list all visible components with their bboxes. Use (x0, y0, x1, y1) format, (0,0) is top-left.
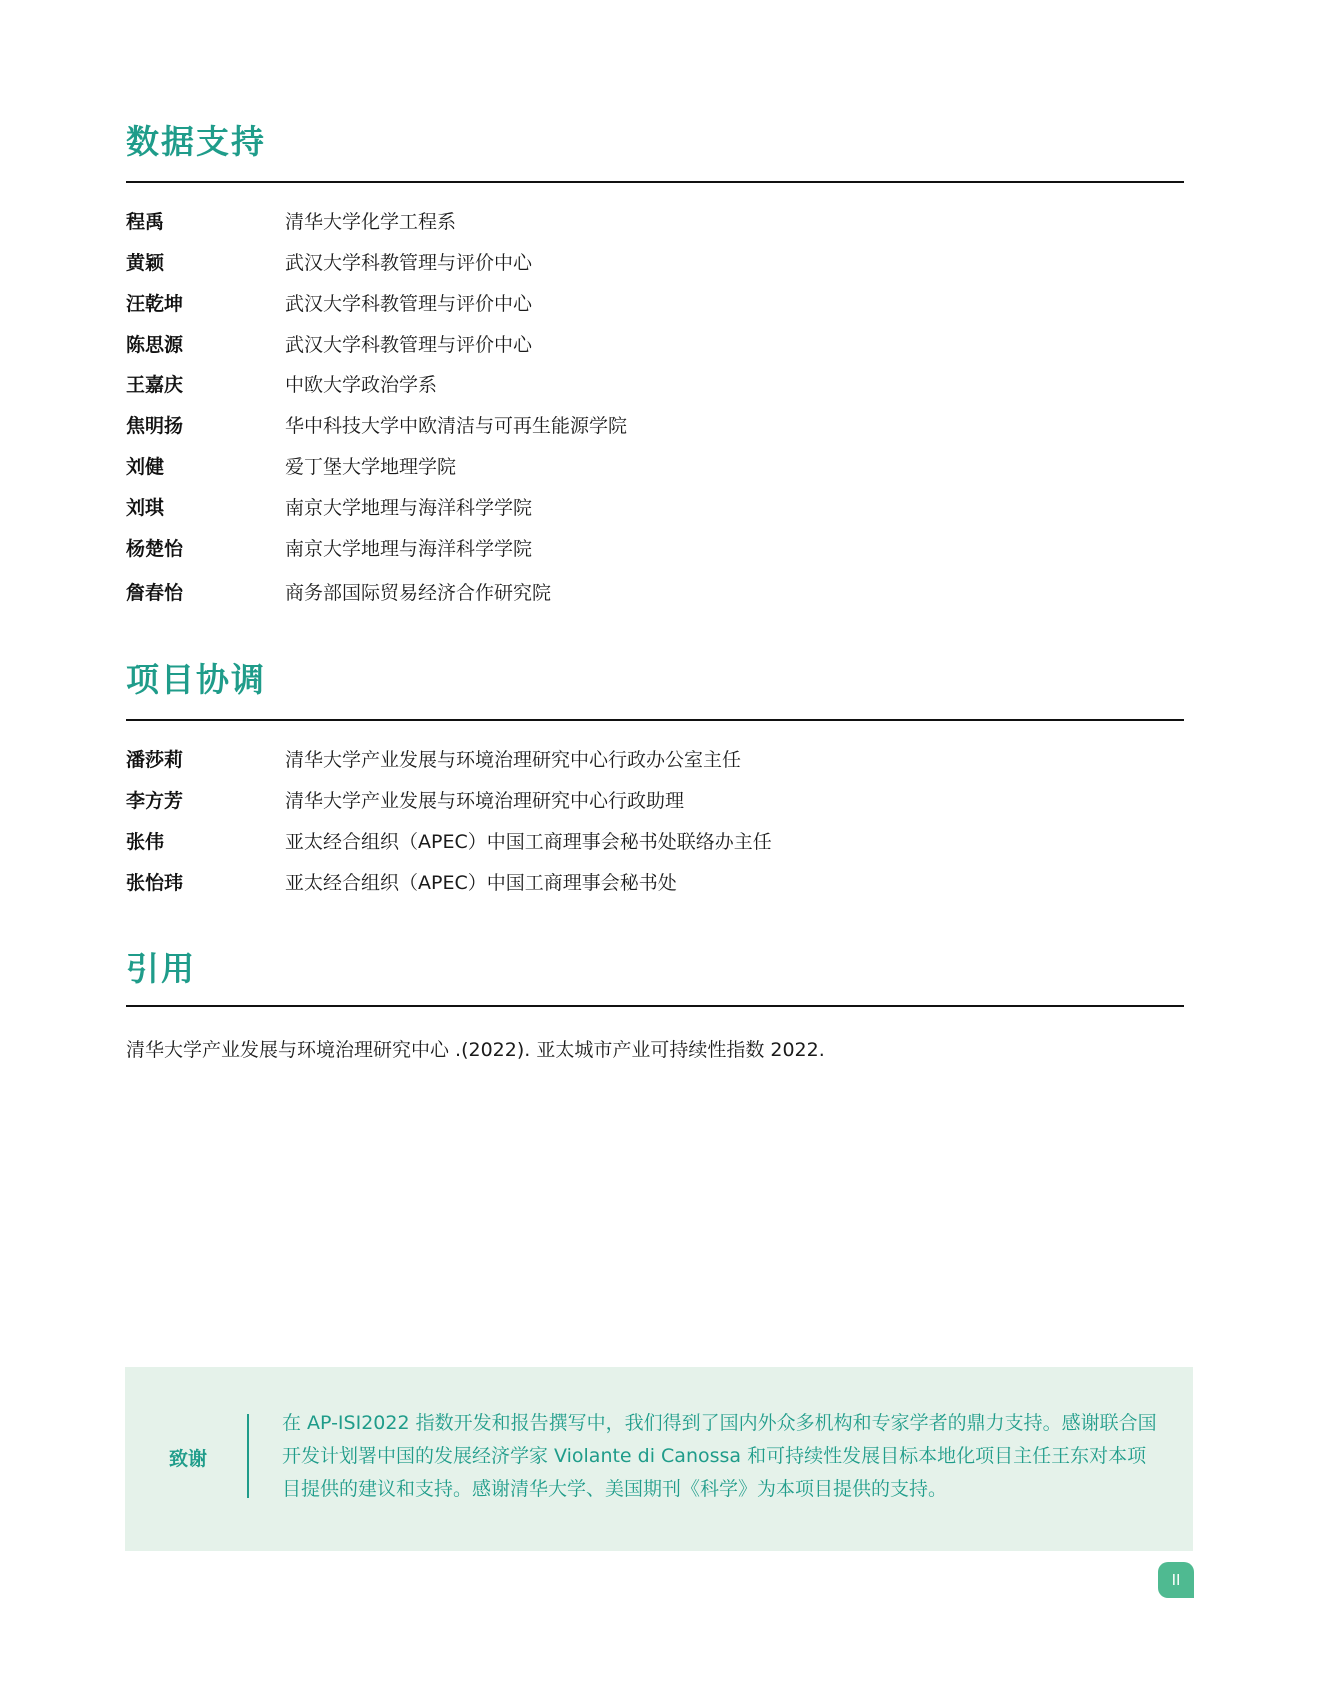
coordination-entry (126, 827, 1184, 857)
person-name: 汪乾坤 (126, 293, 184, 315)
citation-title: 引用 (126, 949, 196, 988)
person-name: 张怡玮 (126, 872, 184, 894)
data-support-entry (126, 452, 1184, 482)
person-affiliation: 爱丁堡大学地理学院 (285, 456, 457, 478)
person-affiliation: 清华大学产业发展与环境治理研究中心行政助理 (285, 790, 685, 812)
person-affiliation: 清华大学产业发展与环境治理研究中心行政办公室主任 (285, 749, 742, 771)
person-affiliation: 商务部国际贸易经济合作研究院 (285, 582, 552, 604)
acknowledgement-label: 致谢 (169, 1448, 208, 1470)
project-coordination-divider (126, 719, 1184, 721)
data-support-divider (126, 181, 1184, 183)
person-affiliation: 亚太经合组织（APEC）中国工商理事会秘书处联络办主任 (285, 831, 772, 853)
person-name: 杨楚怡 (126, 538, 184, 560)
acknowledgement-text: 在 AP-ISI2022 指数开发和报告撰写中，我们得到了国内外众多机构和专家学者的鼎力支持。感谢联合国开发计划署中国的发展经济学家 Violante di Canossa 和可持续性发展目标本地化项目主任王东对本项目提供的建议和支持。感谢清华大学、美国期刊《科学》为本项目提供的支持。 (282, 1412, 1157, 1500)
data-support-entry (126, 411, 1184, 441)
person-name: 黄颖 (126, 252, 165, 274)
data-support-title: 数据支持 (126, 122, 266, 161)
person-affiliation: 南京大学地理与海洋科学学院 (285, 538, 533, 560)
person-name: 詹春怡 (126, 582, 184, 604)
person-affiliation: 武汉大学科教管理与评价中心 (285, 293, 533, 315)
project-coordination-title: 项目协调 (126, 660, 266, 699)
coordination-entry (126, 868, 1184, 898)
data-support-entry (126, 370, 1184, 400)
page-number-badge: II (1158, 1562, 1194, 1598)
person-name: 陈思源 (126, 334, 184, 356)
coordination-entry (126, 786, 1184, 816)
data-support-entry (126, 578, 1184, 608)
citation-divider (126, 1005, 1184, 1007)
person-name: 李方芳 (126, 790, 184, 812)
data-support-entry (126, 534, 1184, 564)
person-affiliation: 武汉大学科教管理与评价中心 (285, 252, 533, 274)
data-support-entry (126, 330, 1184, 360)
person-name: 刘健 (126, 456, 165, 478)
person-affiliation: 武汉大学科教管理与评价中心 (285, 334, 533, 356)
data-support-entry (126, 207, 1184, 237)
data-support-entry (126, 289, 1184, 319)
acknowledgement-divider (247, 1414, 249, 1498)
person-affiliation: 中欧大学政治学系 (285, 374, 438, 396)
person-name: 王嘉庆 (126, 374, 184, 396)
acknowledgement-box (125, 1367, 1193, 1551)
citation-text: 清华大学产业发展与环境治理研究中心 .(2022). 亚太城市产业可持续性指数 2022. (126, 1039, 825, 1061)
person-affiliation: 华中科技大学中欧清洁与可再生能源学院 (285, 415, 628, 437)
person-name: 焦明扬 (126, 415, 184, 437)
data-support-entry (126, 493, 1184, 523)
person-affiliation: 南京大学地理与海洋科学学院 (285, 497, 533, 519)
person-name: 潘莎莉 (126, 749, 184, 771)
coordination-entry (126, 745, 1184, 775)
person-name: 程禹 (126, 211, 165, 233)
person-affiliation: 亚太经合组织（APEC）中国工商理事会秘书处 (285, 872, 677, 894)
person-name: 刘琪 (126, 497, 165, 519)
person-affiliation: 清华大学化学工程系 (285, 211, 457, 233)
data-support-entry (126, 248, 1184, 278)
person-name: 张伟 (126, 831, 165, 853)
